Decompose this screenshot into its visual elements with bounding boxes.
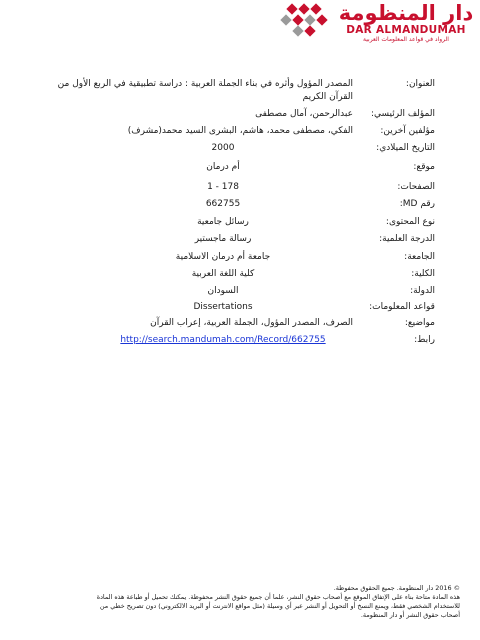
main-author-value: عبدالرحمن، آمال مصطفى	[255, 109, 353, 119]
notice-line-2: للاستخدام الشخصي فقط، ويمنع النسخ أو التحويل أو النشر عبر أي وسيلة (مثل مواقع الانترنت أو البريد الالكتروني) دون تصريح خطي من	[99, 602, 460, 610]
other-authors-value: الفكي، مصطفى محمد، هاشم، البشرى السيد محمد(مشرف)	[127, 126, 353, 136]
row-location	[0, 161, 480, 178]
university-value: جامعة أم درمان الاسلامية	[175, 252, 271, 262]
row-other-authors	[0, 125, 480, 142]
publisher-logo	[278, 2, 478, 48]
row-main-author	[0, 108, 480, 125]
row-degree	[0, 233, 480, 250]
title-label: العنوان:	[405, 79, 435, 89]
title-value: المصدر المؤول وأثره في بناء الجملة العربية : دراسة تطبيقية في الربع الأول من القرآن الكريم	[57, 79, 353, 102]
subjects-label: مواضيع:	[404, 318, 435, 328]
md-number-value: 662755	[205, 199, 241, 209]
md-number-label: رقم MD:	[399, 199, 435, 209]
record-link[interactable]: http://search.mandumah.com/Record/662755	[120, 335, 326, 345]
logo-latin-name: DAR ALMANDUMAH	[346, 24, 466, 36]
location-label: موقع:	[413, 162, 435, 172]
logo-diamonds-icon	[278, 2, 336, 44]
degree-value: رسالة ماجستير	[194, 234, 252, 244]
row-country	[0, 285, 480, 302]
row-date	[0, 142, 480, 159]
content-type-label: نوع المحتوى:	[385, 217, 435, 227]
other-authors-label: مؤلفين آخرين:	[380, 126, 435, 136]
pages-value: 1 - 178	[207, 182, 239, 192]
country-label: الدولة:	[410, 286, 435, 296]
logo-tagline: الرواد في قواعد المعلومات العربية	[363, 36, 449, 43]
pages-label: الصفحات:	[397, 182, 435, 192]
country-value: السودان	[207, 286, 239, 296]
row-title	[0, 78, 480, 102]
degree-label: الدرجة العلمية:	[379, 234, 435, 244]
date-label: التاريخ الميلادي:	[376, 143, 435, 153]
logo-arabic-name: دار المنظومة	[338, 1, 474, 25]
notice-line-3: أصحاب حقوق النشر أو دار المنظومة.	[360, 611, 460, 619]
notice-line-1: هذه المادة متاحة بناء على الإتفاق الموقع مع أصحاب حقوق النشر، علما أن جميع حقوق النشر محفوظة. يمكنك تحميل أو طباعة هذه المادة	[96, 593, 460, 601]
university-label: الجامعة:	[404, 252, 435, 262]
row-md-number	[0, 198, 480, 215]
main-author-label: المؤلف الرئيسي:	[370, 109, 435, 119]
row-college	[0, 268, 480, 285]
row-university	[0, 251, 480, 268]
copyright-line: © 2016 دار المنظومة. جميع الحقوق محفوظة.	[333, 584, 460, 592]
location-value: أم درمان	[206, 162, 240, 172]
databases-label: قواعد المعلومات:	[369, 302, 435, 312]
row-link	[0, 334, 480, 351]
subjects-value: الصرف، المصدر المؤول، الجملة العربية، إعراب القرآن	[150, 318, 353, 328]
databases-value: Dissertations	[193, 302, 253, 312]
row-content-type	[0, 216, 480, 233]
row-subjects	[0, 317, 480, 334]
college-value: كلية اللغة العربية	[191, 269, 255, 279]
date-value: 2000	[211, 143, 235, 153]
copyright-footer	[20, 584, 460, 620]
college-label: الكلية:	[411, 269, 435, 279]
content-type-value: رسائل جامعية	[197, 217, 249, 227]
row-databases	[0, 301, 480, 318]
row-pages	[0, 181, 480, 198]
link-label: رابط:	[414, 335, 435, 345]
